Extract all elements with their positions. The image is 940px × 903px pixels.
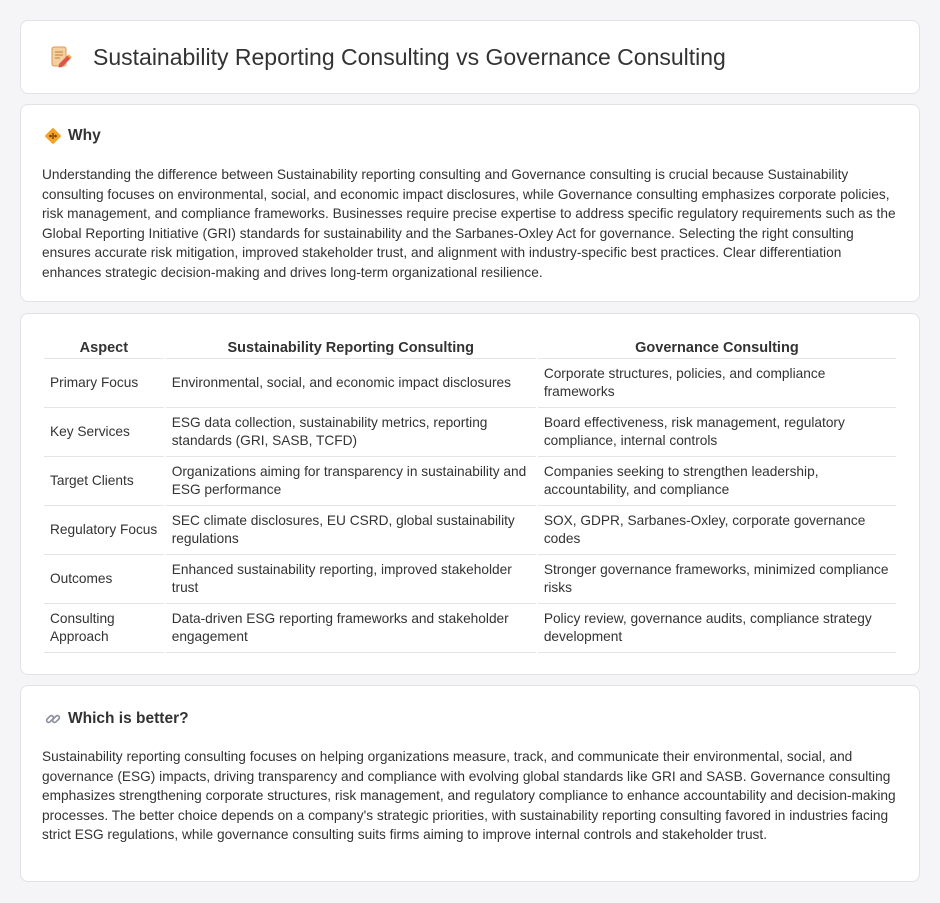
row-aspect: Target Clients	[44, 457, 164, 506]
page-title: Sustainability Reporting Consulting vs Governance Consulting	[93, 43, 726, 70]
row-governance: Policy review, governance audits, compliance strategy development	[538, 604, 896, 653]
row-sustainability: Enhanced sustainability reporting, improved stakeholder trust	[166, 555, 536, 604]
row-sustainability: Data-driven ESG reporting frameworks and stakeholder engagement	[166, 604, 536, 653]
better-title: Which is better?	[68, 710, 189, 727]
header-sustainability: Sustainability Reporting Consulting	[166, 334, 536, 359]
row-aspect: Primary Focus	[44, 359, 164, 408]
row-sustainability: Organizations aiming for transparency in sustainability and ESG performance	[166, 457, 536, 506]
comparison-section	[20, 313, 920, 675]
table-row	[44, 604, 896, 653]
header-aspect: Aspect	[44, 334, 164, 359]
row-aspect: Regulatory Focus	[44, 506, 164, 555]
title-card	[20, 20, 920, 94]
header-governance: Governance Consulting	[538, 334, 896, 359]
table-row	[44, 457, 896, 506]
document-pencil-icon	[47, 44, 73, 70]
row-sustainability: Environmental, social, and economic impact disclosures	[166, 359, 536, 408]
row-aspect: Consulting Approach	[44, 604, 164, 653]
row-aspect: Outcomes	[44, 555, 164, 604]
row-governance: Board effectiveness, risk management, regulatory compliance, internal controls	[538, 408, 896, 457]
better-text: Sustainability reporting consulting focuses on helping organizations measure, track, and communicate their environmental, social, and governance (ESG) impacts, driving transparency and compliance with evolving global standards like GRI and SASB. Governance consulting emphasizes strengthening corporate structures, risk management, and regulatory compliance to enhance accountability and decision-making processes. The better choice depends on a company's strategic priorities, with sustainability reporting consulting favored in industries facing strict ESG regulations, while governance consulting suits firms aiming to improve internal controls and stakeholder trust.	[42, 749, 896, 843]
why-text: Understanding the difference between Sustainability reporting consulting and Governance consulting is crucial because Sustainability consulting focuses on environmental, social, and economic impact disclosures, while Governance consulting emphasizes corporate policies, risk management, and compliance frameworks. Businesses require precise expertise to address specific regulatory requirements such as the Global Reporting Initiative (GRI) standards for sustainability and the Sarbanes-Oxley Act for governance. Selecting the right consulting ensures accurate risk mitigation, improved stakeholder trust, and alignment with industry-specific best practices. Clear differentiation enhances strategic decision-making and drives long-term organizational resilience.	[42, 167, 896, 280]
why-section	[20, 104, 920, 302]
row-governance: Companies seeking to strengthen leadership, accountability, and compliance	[538, 457, 896, 506]
row-sustainability: SEC climate disclosures, EU CSRD, global sustainability regulations	[166, 506, 536, 555]
row-sustainability: ESG data collection, sustainability metrics, reporting standards (GRI, SASB, TCFD)	[166, 408, 536, 457]
table-row	[44, 408, 896, 457]
table-row	[44, 506, 896, 555]
table-header-row	[44, 334, 896, 359]
comparison-table	[42, 334, 898, 653]
row-aspect: Key Services	[44, 408, 164, 457]
which-is-better-section	[20, 685, 920, 882]
link-icon	[44, 710, 62, 728]
row-governance: Stronger governance frameworks, minimized compliance risks	[538, 555, 896, 604]
row-governance: Corporate structures, policies, and compliance frameworks	[538, 359, 896, 408]
table-row	[44, 359, 896, 408]
why-title: Why	[68, 127, 101, 144]
diamond-sign-icon	[44, 127, 62, 145]
row-governance: SOX, GDPR, Sarbanes-Oxley, corporate governance codes	[538, 506, 896, 555]
table-row	[44, 555, 896, 604]
